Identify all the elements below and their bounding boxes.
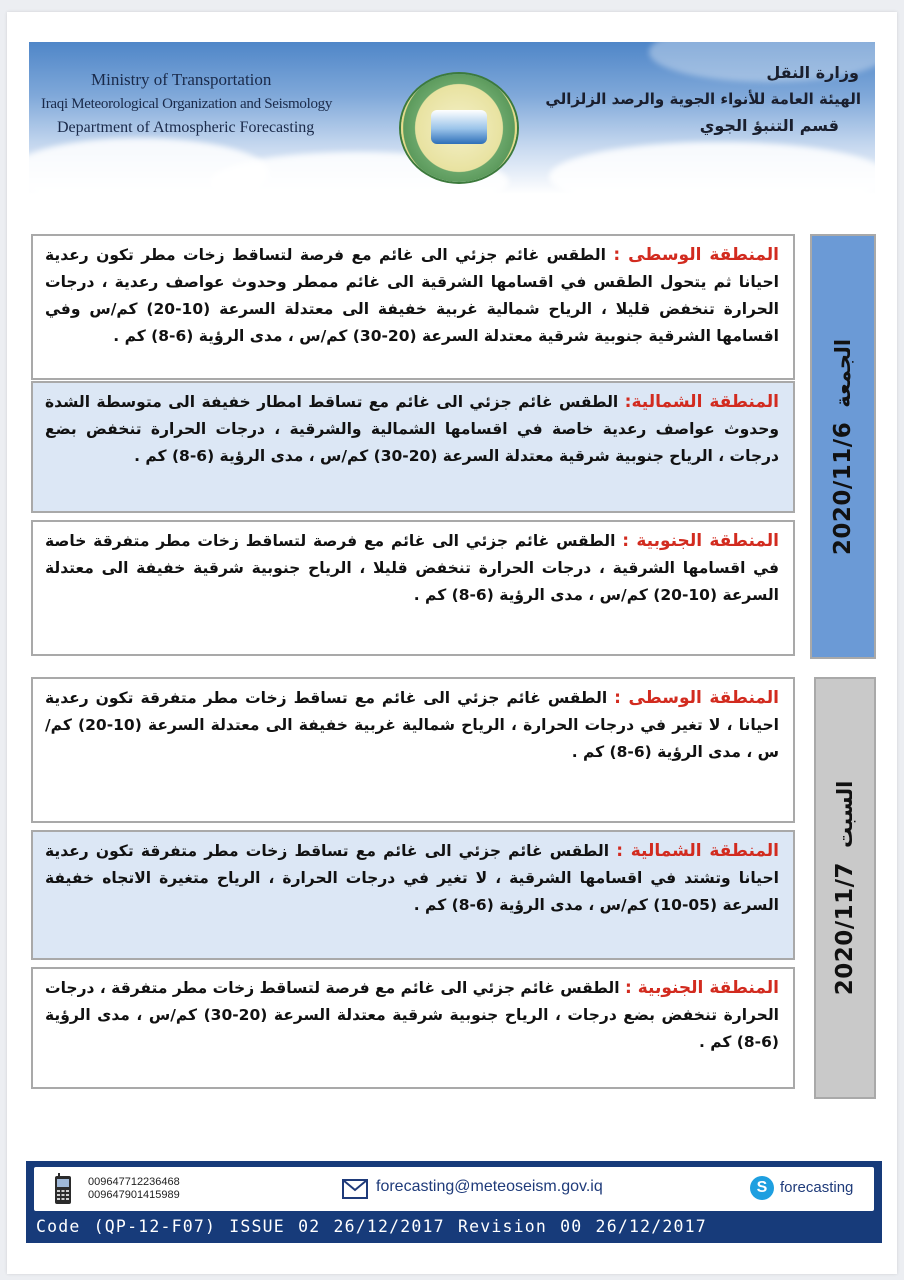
day1-southern-region — [31, 520, 795, 656]
region-name: المنطقة الوسطى : — [614, 688, 780, 708]
mail-icon — [342, 1179, 368, 1199]
department-name-en: Department of Atmospheric Forecasting — [57, 119, 315, 136]
department-name-ar: قسم التنبؤ الجوي — [699, 116, 839, 135]
day2-date: 2020/11/7 — [832, 861, 858, 996]
day2-date-bar — [814, 677, 876, 1099]
region-name: المنطقة الوسطى : — [613, 245, 779, 265]
logo-cloud-icon — [431, 110, 487, 144]
region-forecast: الطقس غائم جزئي الى غائم مع تساقط زخات مطر متفرقة تكون رعدية احيانا وتشتد في اقسامها الشرقية ، لا تغير في درجات الحرارة ، الرياح متغيرة الاتجاه خفيفة السرعة (05-10) كم/س ، مدى الرؤية (6-8) كم . — [45, 842, 779, 914]
day1-day-name: الجمعة — [831, 338, 855, 408]
region-name: المنطقة الشمالية : — [616, 841, 779, 861]
contact-email[interactable]: forecasting@meteoseism.gov.iq — [376, 1178, 603, 1195]
ministry-name-en: Ministry of Transportation — [91, 70, 272, 89]
day1-central-region — [31, 234, 795, 380]
footer — [26, 1161, 882, 1243]
forecast-page — [7, 12, 897, 1274]
organization-name-en: Iraqi Meteorological Organization and Seismology — [41, 96, 333, 112]
day2-northern-region — [31, 830, 795, 960]
region-forecast: الطقس غائم جزئي الى غائم مع فرصة لتساقط زخات مطر تكون رعدية احيانا ثم يتحول الطقس في اقسامها الشرقية الى غائم ممطر وحدوث عواصف رعدية ، درجات الحرارة تنخفض قليلا ، الرياح شمالية غربية خفيفة الى معتدلة السرعة (10-20) كم/س وفي اقسامها الشرقية جنوبية شرقية معتدلة السرعة (20-30) كم/س ، مدى الرؤية (6-8) كم . — [45, 246, 779, 345]
ministry-name-ar: وزارة النقل — [766, 63, 859, 82]
skype-handle[interactable]: forecasting — [780, 1179, 854, 1196]
day1-northern-region — [31, 381, 795, 513]
mobile-phone-icon — [54, 1173, 72, 1205]
phone-numbers — [88, 1176, 180, 1202]
region-forecast: الطقس غائم جزئي الى غائم مع تساقط امطار خفيفة الى متوسطة الشدة وحدوث عواصف رعدية خاصة في اقسامها الشمالية والشرقية ، درجات الحرارة تنخفض بضع درجات ، الرياح جنوبية شرقية معتدلة السرعة (20-30) كم/س ، مدى الرؤية (6-8) كم . — [45, 393, 779, 465]
region-name: المنطقة الشمالية: — [624, 392, 779, 412]
day1-date: 2020/11/6 — [830, 421, 856, 555]
phone-number-1: 009647712236468 — [88, 1176, 180, 1188]
organization-name-ar: الهيئة العامة للأنواء الجوية والرصد الزلزالي — [545, 90, 861, 108]
region-name: المنطقة الجنوبية : — [622, 531, 780, 551]
header-arabic — [545, 60, 861, 140]
skype-icon: S — [750, 1176, 774, 1200]
day2-central-region — [31, 677, 795, 823]
region-forecast: الطقس غائم جزئي الى غائم مع فرصة لتساقط زخات مطر متفرقة ، درجات الحرارة تنخفض بضع درجات ، الرياح جنوبية شرقية معتدلة السرعة (20-30) كم/س ، مدى الرؤية (6-8) كم . — [45, 979, 779, 1051]
region-name: المنطقة الجنوبية : — [624, 978, 779, 998]
organization-logo — [401, 74, 517, 182]
footer-contacts — [34, 1167, 874, 1211]
header-banner — [29, 42, 875, 194]
document-code: Code (QP-12-F07) ISSUE 02 26/12/2017 Revision 00 26/12/2017 — [36, 1217, 707, 1236]
header-english — [41, 68, 332, 140]
day1-date-bar — [810, 234, 876, 659]
day2-southern-region — [31, 967, 795, 1089]
region-forecast: الطقس غائم جزئي الى غائم مع فرصة لتساقط زخات مطر متفرقة خاصة في اقسامها الشرقية ، درجات الحرارة تنخفض قليلا ، الرياح جنوبية شرقية خفيفة الى معتدلة السرعة (10-20) كم/س ، مدى الرؤية (6-8) كم . — [45, 532, 779, 604]
day2-day-name: السبت — [833, 780, 857, 848]
phone-number-2: 009647901415989 — [88, 1189, 180, 1201]
region-forecast: الطقس غائم جزئي الى غائم مع تساقط زخات مطر متفرقة تكون رعدية احيانا ، لا تغير في درجات الحرارة ، الرياح شمالية غربية خفيفة الى معتدلة السرعة (10-20) كم/س ، مدى الرؤية (6-8) كم . — [45, 689, 779, 761]
